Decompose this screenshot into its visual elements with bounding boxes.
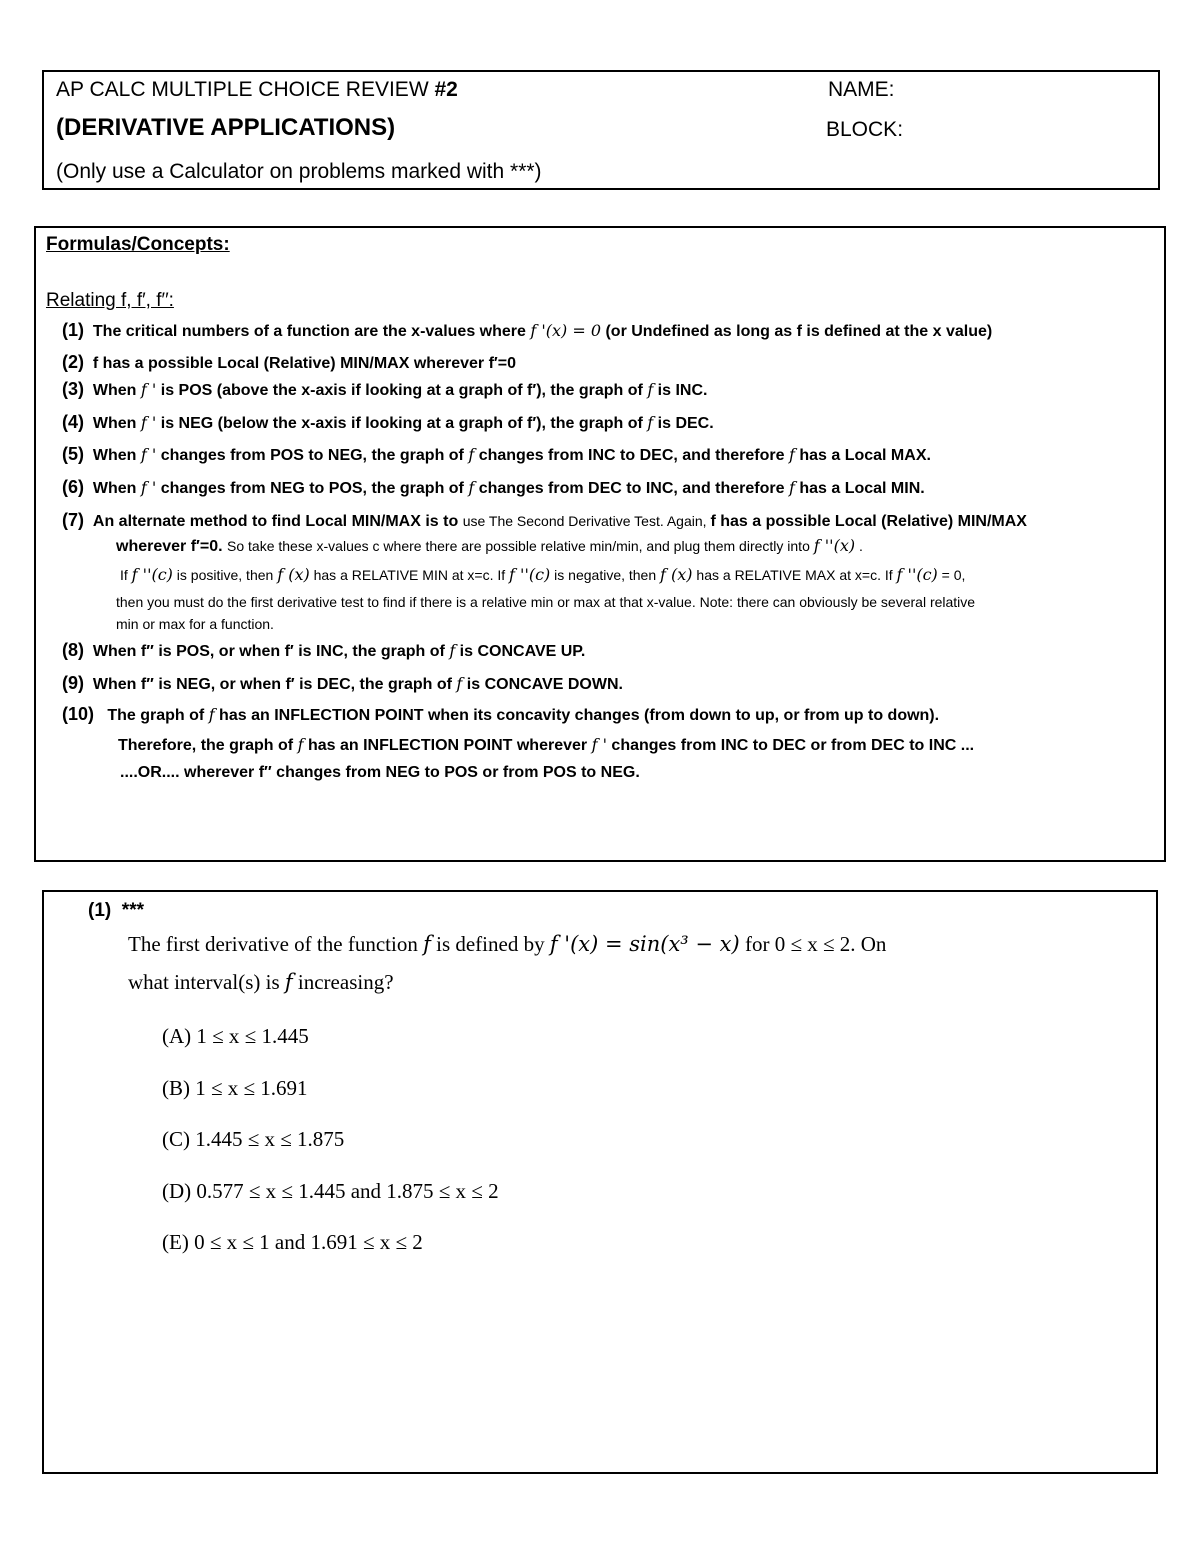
concept-item-7-line-5: min or max for a function.: [116, 616, 274, 632]
choice-label: (E): [162, 1230, 189, 1254]
concept-item-7-line-4: then you must do the first derivative test to find if there is a relative min or max at that x-value. Note: there can obviously be several relative: [116, 594, 976, 610]
worksheet-title: AP CALC MULTIPLE CHOICE REVIEW #2: [56, 78, 458, 101]
question-box: [42, 890, 1158, 1474]
formulas-box: [34, 226, 1166, 862]
concept-item-2: (2) f has a possible Local (Relative) MIN/MAX wherever f′=0: [62, 352, 516, 372]
concept-item-1: (1) The critical numbers of a function are the x-values where f '(x) = 0 (or Undefined as long as f is defined at the x value): [62, 320, 993, 340]
concept-item-6: (6) When f ' changes from NEG to POS, the graph of f changes from DEC to INC, and therefore f has a Local MIN.: [62, 477, 925, 497]
question-number: (1) ***: [88, 900, 144, 921]
choice-b[interactable]: [162, 1076, 308, 1101]
worksheet-subtitle: (DERIVATIVE APPLICATIONS): [56, 114, 396, 141]
concept-item-10-line-2: Therefore, the graph of f has an INFLECTION POINT wherever f ' changes from INC to DEC or from DEC to INC ...: [118, 735, 975, 754]
choice-label: (D): [162, 1179, 192, 1203]
header-box: [42, 70, 1160, 190]
block-label: BLOCK:: [826, 118, 904, 141]
choice-label: (B): [162, 1076, 190, 1100]
question-text-line-1: The first derivative of the function f is defined by f '(x) = sin(x³ − x) for 0 ≤ x ≤ 2. On: [128, 932, 887, 956]
calculator-note: (Only use a Calculator on problems marked with ***): [56, 160, 542, 183]
concept-item-10-line-3: ....OR.... wherever f′′ changes from NEG to POS or from POS to NEG.: [120, 764, 640, 781]
question-text-line-2: what interval(s) is f increasing?: [128, 970, 394, 994]
concept-item-4: (4) When f ' is NEG (below the x-axis if looking at a graph of f′), the graph of f is DEC.: [62, 412, 714, 432]
choice-label: (C): [162, 1127, 190, 1151]
choice-text: 0.577 ≤ x ≤ 1.445 and 1.875 ≤ x ≤ 2: [196, 1179, 499, 1203]
concept-item-7-line-3: If f ''(c) is positive, then f (x) has a RELATIVE MIN at x=c. If f ''(c) is negative, then f (x) has a RELATIVE MAX at x=c. If f ''(c) = 0,: [120, 565, 966, 584]
concept-item-7: (7) An alternate method to find Local MIN/MAX is to use The Second Derivative Test. Again, f has a possible Local (Relative) MIN/MAX: [62, 510, 1027, 530]
concept-item-5: (5) When f ' changes from POS to NEG, the graph of f changes from INC to DEC, and therefore f has a Local MAX.: [62, 444, 931, 464]
concept-item-8: (8) When f′′ is POS, or when f′ is INC, the graph of f is CONCAVE UP.: [62, 640, 586, 660]
relating-heading: Relating f, f′, f′′:: [46, 290, 174, 311]
concept-item-7-line-2: wherever f′=0. So take these x-values c where there are possible relative min/min, and plug them directly into f ''(x) .: [116, 536, 863, 555]
choice-text: 0 ≤ x ≤ 1 and 1.691 ≤ x ≤ 2: [194, 1230, 423, 1254]
formulas-heading: Formulas/Concepts:: [46, 234, 230, 255]
choice-a[interactable]: [162, 1024, 309, 1049]
choice-text: 1 ≤ x ≤ 1.691: [195, 1076, 308, 1100]
concept-item-10: (10) The graph of f has an INFLECTION POINT when its concavity changes (from down to up, or from up to down).: [62, 704, 940, 724]
choice-e[interactable]: [162, 1230, 423, 1255]
choice-text: 1 ≤ x ≤ 1.445: [196, 1024, 309, 1048]
name-label: NAME:: [828, 78, 895, 101]
choice-text: 1.445 ≤ x ≤ 1.875: [195, 1127, 345, 1151]
concept-item-3: (3) When f ' is POS (above the x-axis if looking at a graph of f′), the graph of f is INC.: [62, 379, 708, 399]
choice-c[interactable]: [162, 1127, 344, 1152]
choice-d[interactable]: [162, 1179, 499, 1204]
choice-label: (A): [162, 1024, 192, 1048]
concept-item-9: (9) When f′′ is NEG, or when f′ is DEC, the graph of f is CONCAVE DOWN.: [62, 673, 623, 693]
